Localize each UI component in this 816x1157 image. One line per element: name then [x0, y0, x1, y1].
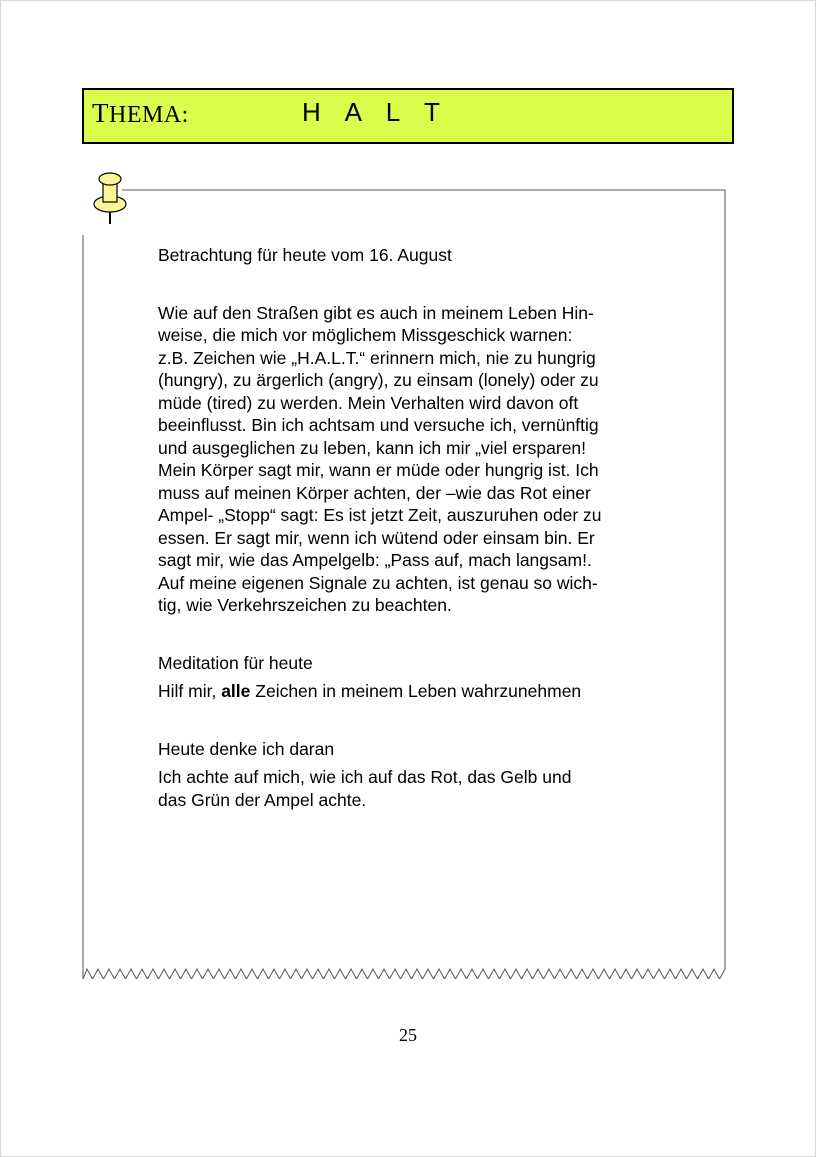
pushpin-icon — [92, 170, 128, 226]
date-heading: Betrachtung für heute vom 16. August — [158, 245, 452, 265]
meditation-emphasis: alle — [221, 681, 251, 701]
reminder-label: Heute denke ich daran — [158, 738, 335, 759]
reminder-text: Ich achte auf mich, wie ich auf das Rot, das Gelb und das Grün der Ampel achte. — [158, 767, 572, 810]
devotional-text — [158, 244, 658, 811]
topic-header — [82, 88, 734, 144]
meditation-text: Hilf mir, alle Zeichen in meinem Leben wahrzunehmen — [158, 681, 582, 701]
topic-label: THEMA: — [92, 98, 189, 128]
meditation-label: Meditation für heute — [158, 652, 313, 673]
page-number: 25 — [399, 1025, 417, 1045]
topic-title: H A L T — [302, 97, 449, 127]
reflection-paragraph: Wie auf den Straßen gibt es auch in meinem Leben Hin- weise, die mich vor möglichem Missgeschick warnen: z.B. Zeichen wie „H.A.L.T.“ erinnern mich, nie zu hungrig (hungry), zu ärgerlich (angry), zu einsam (lonely) oder zu müde (tired) zu werden. Mein Verhalten wird davon oft beeinflusst. Bin ich achtsam und versuche ich, vernünftig und ausgeglichen zu leben, kann ich mir „viel ersparen! Mein Körper sagt mir, wann er müde oder hungrig ist. Ich muss auf meinen Körper achten, der –wie das Rot einer Ampel- „Stopp“ sagt: Es ist jetzt Zeit, auszuruhen oder zu essen. Er sagt mir, wenn ich wütend oder einsam bin. Er sagt mir, wie das Ampelgelb: „Pass auf, mach langsam!. Auf meine eigenen Signale zu achten, ist genau so wich- tig, wie Verkehrszeichen zu beachten. — [158, 302, 602, 615]
